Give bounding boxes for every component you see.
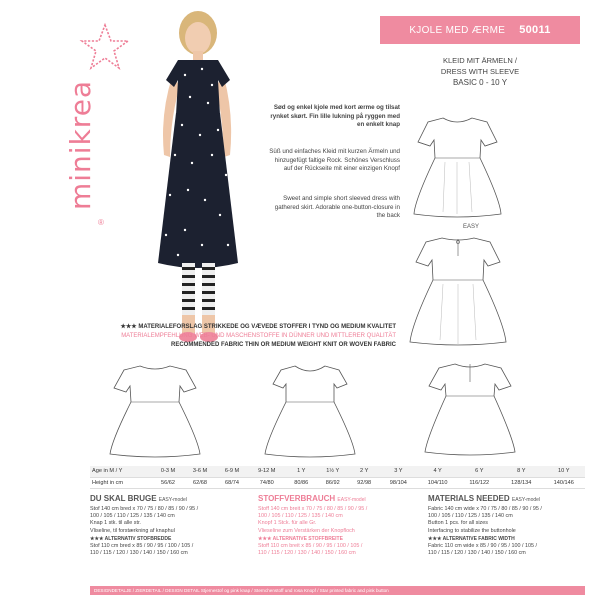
registered-mark: ®	[98, 218, 104, 227]
difficulty-label: EASY	[463, 224, 480, 230]
needs-alt-heading: ★★★ ALTERNATIVE FABRIC WIDTH	[428, 535, 515, 542]
dress-back-sketch	[398, 232, 518, 350]
needs-alt-heading: ★★★ ALTERNATIV STOFBREDDE	[90, 535, 172, 542]
needs-heading-text: DU SKAL BRUGE	[90, 494, 157, 503]
age-cell: 2 Y	[348, 466, 379, 477]
age-cell: 8 Y	[500, 466, 542, 477]
age-cell: 3 Y	[380, 466, 417, 477]
subtitle-block	[380, 55, 580, 88]
needs-alt-line: Stoff 110 cm breit x 85 / 90 / 95 / 100 / 105 /	[258, 543, 363, 550]
dress-sketch-left	[100, 362, 210, 462]
height-cell: 62/68	[184, 477, 216, 488]
size-range: BASIC 0 - 10 Y	[452, 78, 508, 87]
needs-tag: EASY-model	[511, 497, 541, 503]
needs-heading-text: MATERIALS NEEDED	[428, 494, 510, 503]
age-row	[90, 466, 585, 477]
needs-line: Stoff 140 cm breit x 70 / 75 / 80 / 85 / 90 / 95 /	[258, 506, 368, 512]
needs-column-da	[90, 494, 252, 557]
age-cell: 1 Y	[286, 466, 317, 477]
needs-line: 100 / 105 / 110 / 125 / 135 / 140 cm	[428, 513, 513, 520]
height-cell: 74/80	[248, 477, 285, 488]
needs-heading-en	[428, 494, 590, 505]
needs-heading-de	[258, 494, 420, 505]
subtitle-de: KLEID MIT ÄRMELN /	[442, 56, 518, 65]
needs-line: 100 / 105 / 110 / 125 / 135 / 140 cm	[258, 513, 343, 520]
height-cell: 68/74	[216, 477, 248, 488]
needs-tag: EASY-model	[158, 497, 187, 503]
height-cell: 56/62	[152, 477, 184, 488]
needs-line: Knopf 1 Stck. für alle Gr.	[258, 520, 317, 527]
needs-line: 100 / 105 / 110 / 125 / 135 / 140 cm	[90, 513, 175, 520]
materials-de: MATERIALEMPFEHLUNG WEB- UND MASCHENSTOFFE IN DÜNNER UND MITTLERER QUALITÄT	[121, 333, 396, 339]
age-cell: 10 Y	[542, 466, 585, 477]
needs-column-de	[258, 494, 420, 557]
size-table	[90, 466, 585, 489]
age-cell: 4 Y	[417, 466, 459, 477]
needs-tag: EASY-model	[337, 497, 366, 503]
description-da: Sød og enkel kjole med kort ærme og tilsat rynket skørt. Fin lille lukning på ryggen med en enkelt knap	[270, 104, 400, 129]
needs-heading-text: STOFFVERBRAUCH	[258, 494, 336, 503]
age-cell: 1½ Y	[317, 466, 348, 477]
needs-alt-line: 110 / 115 / 120 / 130 / 140 / 150 / 160 cm	[90, 550, 188, 557]
height-cell: 86/92	[317, 477, 348, 488]
height-cell: 98/104	[380, 477, 417, 488]
needs-alt-line: Stof 110 cm bred x 85 / 90 / 95 / 100 / 105 /	[90, 543, 194, 550]
age-cell: 6-9 M	[216, 466, 248, 477]
dress-sketch-right	[415, 360, 525, 460]
brand-logo: minikrea	[64, 79, 97, 210]
needs-line: Vliseline, til forstærkning af knaphul	[90, 527, 175, 534]
age-cell: 0-3 M	[152, 466, 184, 477]
height-row	[90, 477, 585, 488]
subtitle-en: DRESS WITH SLEEVE	[440, 67, 520, 76]
needs-heading-da	[90, 494, 252, 505]
needs-alt-heading: ★★★ ALTERNATIVE STOFFBREITE	[258, 535, 343, 542]
needs-line: Fabric 140 cm wide x 70 / 75 / 80 / 85 / 90 / 95 /	[428, 506, 542, 512]
materials-da: ★★★ MATERIALEFORSLAG STRIKKEDE OG VÆVEDE STOFFER I TYND OG MEDIUM KVALITET	[120, 324, 396, 330]
height-cell: 80/86	[286, 477, 317, 488]
height-cell: 92/98	[348, 477, 379, 488]
description-de: Süß und einfaches Kleid mit kurzen Ärmeln und hinzugefügt faltige Rock. Schönes Verschluss auf der Rückseite mit einer einzigen Knopf	[269, 148, 400, 173]
needs-line: Stof 140 cm bred x 70 / 75 / 80 / 85 / 90 / 95 /	[90, 506, 199, 512]
needs-alt-line: 110 / 115 / 120 / 130 / 140 / 150 / 160 cm	[428, 550, 526, 557]
materials-en: RECOMMENDED FABRIC THIN OR MEDIUM WEIGHT KNIT OR WOVEN FABRIC	[171, 342, 396, 348]
needs-line: Button 1 pcs. for all sizes	[428, 520, 488, 527]
age-cell: 3-6 M	[184, 466, 216, 477]
needs-line: Interfacing to stabilize the buttonhole	[428, 527, 516, 534]
needs-alt-line: 110 / 115 / 120 / 130 / 140 / 150 / 160 cm	[258, 550, 356, 557]
pattern-title: KJOLE MED ÆRME	[409, 24, 506, 36]
dress-front-sketch	[405, 110, 510, 222]
title-banner	[380, 16, 580, 44]
model-photo	[130, 5, 265, 350]
height-cell: 104/110	[417, 477, 459, 488]
pattern-number: 50011	[519, 24, 551, 36]
needs-line: Vlieseline zum Verstärken der Knopfloch	[258, 527, 355, 534]
needs-line: Knap 1 stk. til alle str.	[90, 520, 141, 527]
dress-sketch-middle	[255, 362, 365, 462]
description-en: Sweet and simple short sleeved dress with gathered skirt. Adorable one-button-closure in the back	[274, 195, 400, 220]
height-label: Height in cm	[90, 477, 152, 488]
age-label: Age in M / Y	[90, 466, 152, 477]
height-cell: 116/122	[458, 477, 500, 488]
design-detail-footer: DESIGNDETALJE / ZIERDETAIL / DESIGN DETAIL Stjernestof og pink knap / Sternchenstoff und rosa Knopf / Star printed fabric and pink button	[90, 586, 585, 595]
height-cell: 128/134	[500, 477, 542, 488]
needs-alt-line: Fabric 110 cm wide x 85 / 90 / 95 / 100 / 105 /	[428, 543, 537, 550]
needs-column-en	[428, 494, 590, 557]
age-cell: 6 Y	[458, 466, 500, 477]
age-cell: 9-12 M	[248, 466, 285, 477]
height-cell: 140/146	[542, 477, 585, 488]
